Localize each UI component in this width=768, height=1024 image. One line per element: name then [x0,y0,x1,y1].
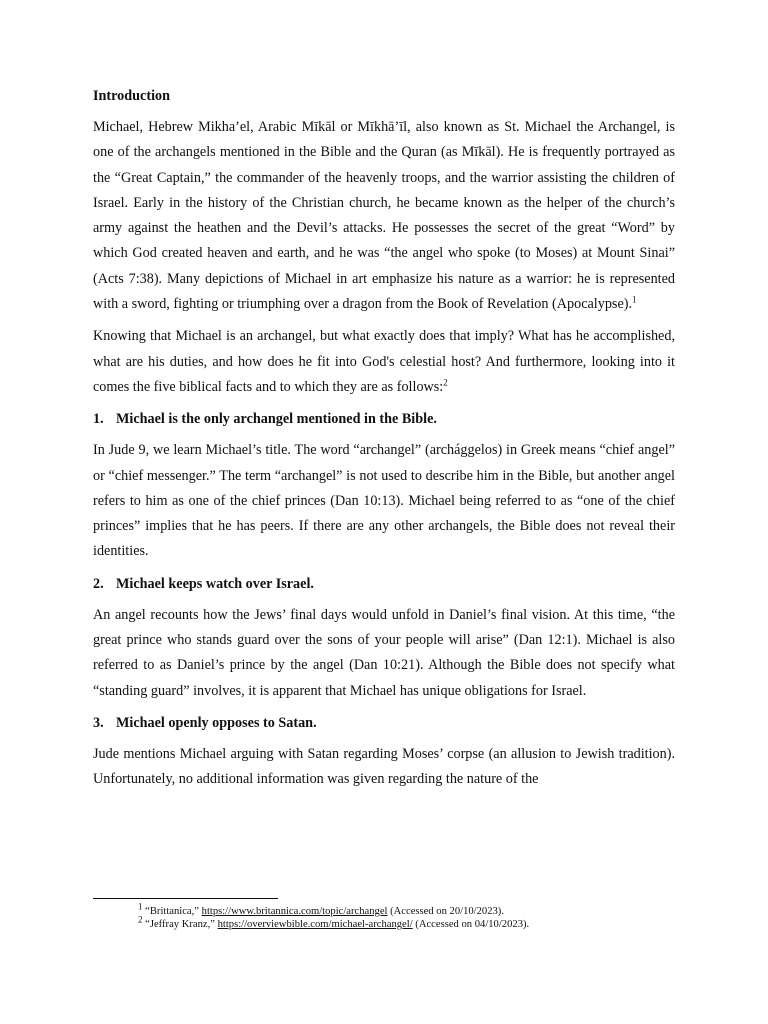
section-1-body: In Jude 9, we learn Michael’s title. The word “archangel” (archággelos) in Greek means “chief angel” or “chief messenger.” The term “archangel” is not used to describe him in the Bible, but another angel refers to him as one of the chief princes (Dan 10:13). Michael being referred to as “one of the chief princes” implies that he has peers. If there are any other archangels, the Bible does not reveal their identities. [93,442,675,560]
section-2-number: 2. [93,575,104,592]
document-body [93,86,675,800]
footnote-separator [93,898,278,899]
section-1-heading [93,409,675,429]
footnotes [93,898,675,931]
section-2-body: An angel recounts how the Jews’ final days would unfold in Daniel’s final vision. At this time, “the great prince who stands guard over the sons of your people will arise” (Dan 12:1). Michael is also referred to as Daniel’s prince by the angel (Dan 10:21). Although the Bible does not specify what “standing guard” involves, it is apparent that Michael has unique obligations for Israel. [93,606,675,699]
footnote-2-source: “Jeffray Kranz,” [145,919,215,930]
intro-heading: Introduction [93,88,170,104]
section-3-title: Michael openly opposes to Satan. [116,714,317,731]
footnote-1-number: 1 [138,901,143,912]
section-3-number: 3. [93,714,104,731]
section-1-title: Michael is the only archangel mentioned in the Bible. [116,411,437,428]
footnote-1-accessed: (Accessed on 20/10/2023). [387,906,504,917]
footnote-1-link[interactable]: https://www.britannica.com/topic/archangel [201,906,388,917]
footnote-ref-1[interactable]: 1 [632,294,637,305]
intro-paragraph-1-text: Michael, Hebrew Mikha’el, Arabic Mīkāl or Mīkhā’īl, also known as St. Michael the Archangel, is one of the archangels mentioned in the Bible and the Quran (as Mīkāl). He is frequently portrayed as the “Great Captain,” the commander of the heavenly troops, and the warrior assisting the children of Israel. Early in the history of the Christian church, he became known as the helper of the church’s army against the heathen and the Devil’s attacks. He possesses the secret of the great “Word” by which God created heaven and earth, and he was “the angel who spoke (to Moses) at Mount Sinai” (Acts 7:38). Many depictions of Michael in art emphasize his nature as a warrior: he is represented with a sword, fighting or triumphing over a dragon from the Book of Revelation (Apocalypse). [93,119,675,313]
section-2-heading [93,574,675,594]
section-2-title: Michael keeps watch over Israel. [116,575,314,592]
section-3-heading [93,713,675,733]
intro-paragraph-1 [93,115,675,317]
intro-paragraph-2 [93,324,675,400]
footnote-2-number: 2 [138,914,143,925]
footnote-ref-2[interactable]: 2 [443,377,448,388]
intro-paragraph-2-text: Knowing that Michael is an archangel, but what exactly does that imply? What has he accomplished, what are his duties, and how does he fit into God's celestial host? And furthermore, looking into it comes the five biblical facts and to which they are as follows: [93,328,675,395]
footnote-2-accessed: (Accessed on 04/10/2023). [412,919,530,930]
section-3-body: Jude mentions Michael arguing with Satan regarding Moses’ corpse (an allusion to Jewish tradition). Unfortunately, no additional information was given regarding the nature of the [93,745,675,788]
footnote-1-source: “Brittanica,” [145,906,199,917]
footnote-1 [93,901,675,918]
footnote-2 [93,914,675,931]
footnote-2-link[interactable]: https://overviewbible.com/michael-archangel/ [217,919,413,930]
section-1-number: 1. [93,411,104,428]
